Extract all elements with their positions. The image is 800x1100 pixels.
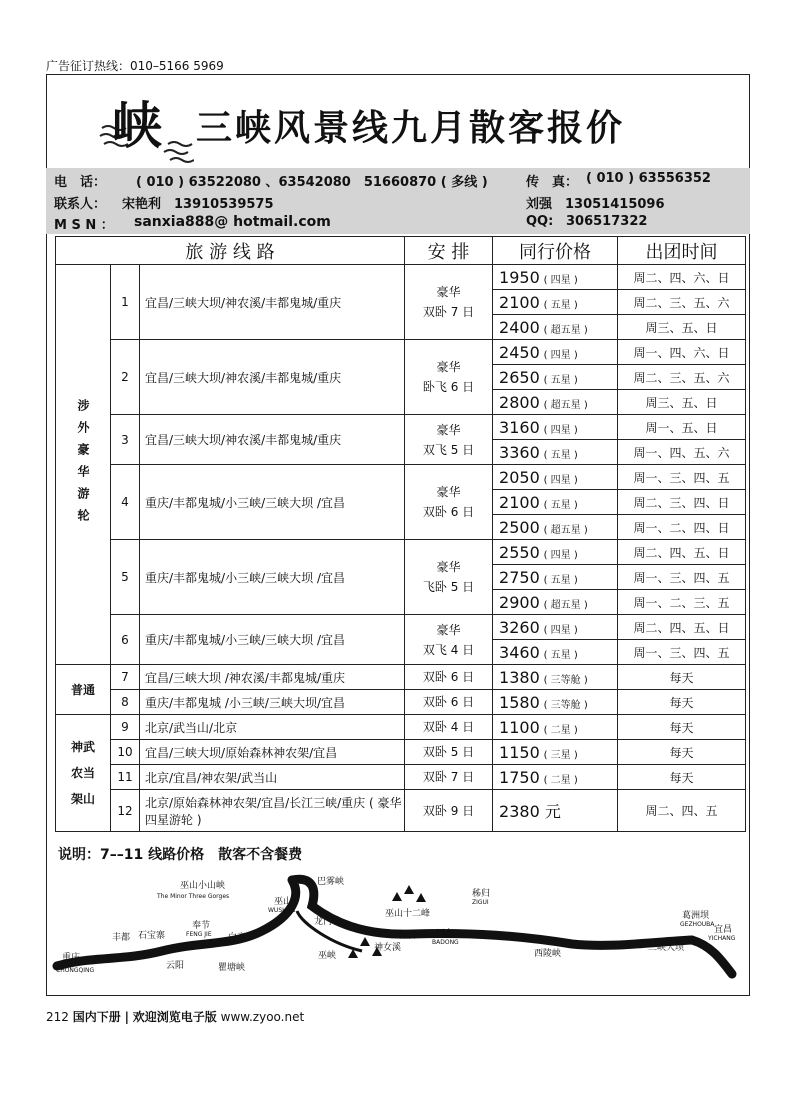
price-cell	[493, 740, 618, 765]
price-note: 说明：7––11 线路价格 散客不含餐费	[58, 847, 303, 863]
route-name: 北京/武当山/北京	[140, 715, 405, 740]
price-value: 1580	[499, 692, 540, 712]
price-type: ( 超五星 )	[543, 599, 588, 611]
table-row	[56, 765, 746, 790]
price-value: 2400	[499, 317, 540, 337]
category-cell: 普通	[56, 665, 111, 715]
category-cell: 神武农当架山	[56, 715, 111, 832]
footer-url[interactable]: www.zyoo.net	[220, 1010, 305, 1024]
price-cell	[493, 590, 618, 615]
arrange-duration: 飞卧 5 日	[422, 580, 475, 594]
header-arrange: 安 排	[405, 237, 493, 265]
price-type: ( 二星 )	[543, 724, 578, 736]
map-label: The Minor Three Gorges	[157, 893, 230, 900]
departure-days: 周一、四、五、六	[618, 440, 746, 465]
route-name: 重庆/丰都鬼城/小三峡/三峡大坝 /宜昌	[140, 540, 405, 615]
departure-days: 每天	[618, 765, 746, 790]
price-value: 2750	[499, 567, 540, 587]
price-value: 2800	[499, 392, 540, 412]
price-cell	[493, 465, 618, 490]
price-type: ( 四星 )	[543, 274, 578, 286]
departure-days: 每天	[618, 665, 746, 690]
map-label: 白帝	[228, 933, 247, 943]
table-row	[56, 790, 746, 832]
msn-label: M S N ：	[54, 218, 114, 233]
map-label: WUSHAN	[268, 907, 296, 914]
departure-days: 每天	[618, 740, 746, 765]
table-row	[56, 665, 746, 690]
footer-section: 国内下册	[72, 1010, 121, 1024]
table-header-row	[56, 237, 746, 265]
contact-panel	[46, 168, 750, 234]
route-number: 7	[111, 665, 140, 690]
departure-days: 周二、三、五、六	[618, 290, 746, 315]
arrange-duration: 双飞 4 日	[422, 642, 475, 657]
table-row	[56, 740, 746, 765]
arrange-cell: 双卧 6 日	[405, 690, 493, 715]
price-table	[55, 236, 746, 832]
departure-days: 周一、三、四、五	[618, 640, 746, 665]
map-label: 瞿塘峡	[218, 963, 246, 973]
route-name: 重庆/丰都鬼城/小三峡/三峡大坝 /宜昌	[140, 465, 405, 540]
qq-value: 306517322	[566, 214, 648, 229]
map-label: 三峡大坝	[648, 943, 685, 953]
map-label: YICHANG	[708, 935, 736, 942]
price-value: 3360	[499, 442, 540, 462]
map-label: 青石	[398, 931, 417, 941]
departure-days: 周一、二、三、五	[618, 590, 746, 615]
price-type: ( 三等舱 )	[543, 674, 588, 686]
table-row	[56, 540, 746, 565]
fax-label: 传 真：	[526, 175, 579, 190]
header-route: 旅 游 线 路	[56, 237, 405, 265]
price-type: ( 超五星 )	[543, 324, 588, 336]
price-cell	[493, 790, 618, 832]
tel-label: 电 话：	[54, 175, 107, 190]
price-cell	[493, 415, 618, 440]
price-value: 1380	[499, 667, 540, 687]
arrange-class: 豪华	[436, 485, 461, 499]
price-value: 3460	[499, 642, 540, 662]
arrange-class: 豪华	[436, 422, 461, 437]
price-type: ( 五星 )	[543, 299, 578, 311]
price-cell	[493, 690, 618, 715]
price-value: 2100	[499, 292, 540, 312]
arrange-duration: 双卧 6 日	[422, 505, 475, 519]
departure-days: 周一、五、日	[618, 415, 746, 440]
price-cell	[493, 315, 618, 340]
person-value: 宋艳利 13910539575	[122, 197, 274, 212]
ad-hotline: 广告征订热线：010–5166 5969	[46, 59, 224, 73]
price-cell	[493, 390, 618, 415]
map-label: CHONGQING	[56, 967, 95, 974]
price-cell	[493, 515, 618, 540]
route-name: 宜昌/三峡大坝 /神农溪/丰都鬼城/重庆	[140, 665, 405, 690]
map-label: ZIGUI	[472, 899, 489, 906]
map-label: BADONG	[432, 939, 459, 946]
price-cell	[493, 715, 618, 740]
departure-days: 每天	[618, 715, 746, 740]
arrange-duration: 双卧 7 日	[422, 305, 475, 319]
route-name: 宜昌/三峡大坝/原始森林神农架/宜昌	[140, 740, 405, 765]
price-value: 3260	[499, 617, 540, 637]
header	[46, 78, 750, 168]
arrange-cell: 双卧 5 日	[405, 740, 493, 765]
logo-character: 峡	[112, 96, 162, 155]
route-name: 重庆/丰都鬼城 /小三峡/三峡大坝/宜昌	[140, 690, 405, 715]
price-type: ( 四星 )	[543, 424, 578, 436]
price-type: ( 二星 )	[543, 774, 578, 786]
departure-days: 周一、四、六、日	[618, 340, 746, 365]
map-label: 重庆	[62, 953, 81, 963]
departure-days: 周二、四、五、日	[618, 615, 746, 640]
route-name: 宜昌/三峡大坝/神农溪/丰都鬼城/重庆	[140, 265, 405, 340]
fax-value: ( 010 ) 63556352	[586, 171, 711, 186]
map-label: 龙门峡	[314, 917, 342, 927]
price-type: ( 五星 )	[543, 574, 578, 586]
arrange-cell	[405, 340, 493, 415]
departure-days: 周二、四、五、日	[618, 540, 746, 565]
map-label: 巴东	[436, 929, 455, 939]
price-value: 3160	[499, 417, 540, 437]
route-number: 4	[111, 465, 140, 540]
arrange-duration: 双飞 5 日	[422, 442, 475, 457]
price-value: 2450	[499, 342, 540, 362]
arrange-cell	[405, 415, 493, 465]
price-type: ( 四星 )	[543, 549, 578, 561]
logo	[98, 86, 194, 166]
qq-label: QQ:	[526, 214, 554, 229]
price-value: 2100	[499, 492, 540, 512]
header-date: 出团时间	[618, 237, 746, 265]
route-name: 北京/原始森林神农架/宜昌/长江三峡/重庆 ( 豪华四星游轮 )	[140, 790, 405, 832]
map-label: 云阳	[166, 961, 185, 971]
price-type: ( 四星 )	[543, 624, 578, 636]
price-value: 1750	[499, 767, 540, 787]
price-type: ( 五星 )	[543, 374, 578, 386]
map-label: 西陵峡	[534, 949, 562, 959]
map-label: 宜昌	[714, 925, 733, 935]
arrange-duration: 卧飞 6 日	[422, 380, 475, 394]
page-title: 三峡风景线九月散客报价	[196, 107, 626, 149]
price-value: 1150	[499, 742, 540, 762]
map-label: 巫山小山峡	[180, 881, 226, 891]
table-row	[56, 415, 746, 440]
table-row	[56, 615, 746, 640]
arrange-class: 豪华	[436, 360, 461, 374]
route-name: 宜昌/三峡大坝/神农溪/丰都鬼城/重庆	[140, 340, 405, 415]
person2-value: 刘强 13051415096	[526, 197, 665, 212]
arrange-cell: 双卧 7 日	[405, 765, 493, 790]
map-label: FENG JIE	[186, 931, 212, 938]
route-number: 9	[111, 715, 140, 740]
footer	[46, 1008, 304, 1025]
arrange-class: 豪华	[436, 560, 461, 574]
price-cell	[493, 265, 618, 290]
route-name: 北京/宜昌/神农架/武当山	[140, 765, 405, 790]
price-cell	[493, 615, 618, 640]
table-row	[56, 265, 746, 290]
price-type: ( 三等舱 )	[543, 699, 588, 711]
price-type: ( 五星 )	[543, 649, 578, 661]
header-price: 同行价格	[493, 237, 618, 265]
three-gorges-map	[52, 866, 742, 992]
price-cell	[493, 640, 618, 665]
arrange-cell	[405, 265, 493, 340]
price-cell	[493, 290, 618, 315]
departure-days: 周二、三、五、六	[618, 365, 746, 390]
route-number: 12	[111, 790, 140, 832]
route-number: 8	[111, 690, 140, 715]
price-value: 1950	[499, 267, 540, 287]
departure-days: 周三、五、日	[618, 315, 746, 340]
arrange-cell	[405, 465, 493, 540]
tel-value: ( 010 ) 63522080 、63542080 51660870 ( 多线 )	[136, 175, 488, 190]
route-number: 2	[111, 340, 140, 415]
table-row	[56, 690, 746, 715]
price-value: 1100	[499, 717, 540, 737]
person-label: 联系人：	[54, 197, 107, 212]
departure-days: 周二、三、四、日	[618, 490, 746, 515]
footer-slogan: 欢迎浏览电子版	[132, 1010, 217, 1024]
map-label: 巫山	[274, 897, 293, 907]
departure-days: 周一、二、四、日	[618, 515, 746, 540]
map-label: 巴雾峡	[317, 877, 345, 887]
route-number: 3	[111, 415, 140, 465]
price-value: 2050	[499, 467, 540, 487]
price-value: 2550	[499, 542, 540, 562]
table-row	[56, 465, 746, 490]
map-label: 石宝寨	[138, 931, 166, 941]
departure-days: 周一、三、四、五	[618, 565, 746, 590]
arrange-class: 豪华	[436, 622, 461, 637]
price-type: ( 四星 )	[543, 349, 578, 361]
route-number: 5	[111, 540, 140, 615]
price-type: ( 超五星 )	[543, 399, 588, 411]
arrange-cell	[405, 615, 493, 665]
departure-days: 周二、四、五	[618, 790, 746, 832]
footer-separator: |	[124, 1010, 129, 1024]
route-name: 宜昌/三峡大坝/神农溪/丰都鬼城/重庆	[140, 415, 405, 465]
price-value: 2380 元	[499, 802, 561, 821]
route-number: 6	[111, 615, 140, 665]
arrange-cell: 双卧 6 日	[405, 665, 493, 690]
map-label: 丰都	[112, 933, 131, 943]
price-value: 2650	[499, 367, 540, 387]
price-type: ( 三星 )	[543, 749, 578, 761]
route-name: 重庆/丰都鬼城/小三峡/三峡大坝 /宜昌	[140, 615, 405, 665]
page-number: 212	[46, 1010, 69, 1024]
table-row	[56, 340, 746, 365]
departure-days: 周二、四、六、日	[618, 265, 746, 290]
price-type: ( 五星 )	[543, 449, 578, 461]
arrange-cell	[405, 540, 493, 615]
map-label: 巫山十二峰	[385, 909, 431, 919]
price-type: ( 五星 )	[543, 499, 578, 511]
price-cell	[493, 765, 618, 790]
map-label: 巫峡	[318, 951, 337, 961]
price-cell	[493, 340, 618, 365]
price-cell	[493, 565, 618, 590]
departure-days: 周一、三、四、五	[618, 465, 746, 490]
price-cell	[493, 440, 618, 465]
map-label: GEZHOUBA	[680, 921, 715, 928]
route-number: 1	[111, 265, 140, 340]
route-number: 11	[111, 765, 140, 790]
arrange-cell: 双卧 4 日	[405, 715, 493, 740]
table-row	[56, 715, 746, 740]
price-cell	[493, 490, 618, 515]
map-label: 奉节	[192, 921, 211, 931]
price-type: ( 超五星 )	[543, 524, 588, 536]
price-cell	[493, 540, 618, 565]
price-value: 2500	[499, 517, 540, 537]
departure-days: 周三、五、日	[618, 390, 746, 415]
price-cell	[493, 365, 618, 390]
category-cell: 涉外豪华游轮	[56, 265, 111, 665]
departure-days: 每天	[618, 690, 746, 715]
map-label: 葛洲坝	[682, 911, 710, 921]
arrange-cell: 双卧 9 日	[405, 790, 493, 832]
map-label: 神女溪	[374, 943, 402, 953]
map-label: 秭归	[472, 889, 491, 899]
price-cell	[493, 665, 618, 690]
price-value: 2900	[499, 592, 540, 612]
arrange-class: 豪华	[436, 285, 461, 299]
msn-value: sanxia888@ hotmail.com	[134, 214, 331, 230]
price-type: ( 四星 )	[543, 474, 578, 486]
route-number: 10	[111, 740, 140, 765]
